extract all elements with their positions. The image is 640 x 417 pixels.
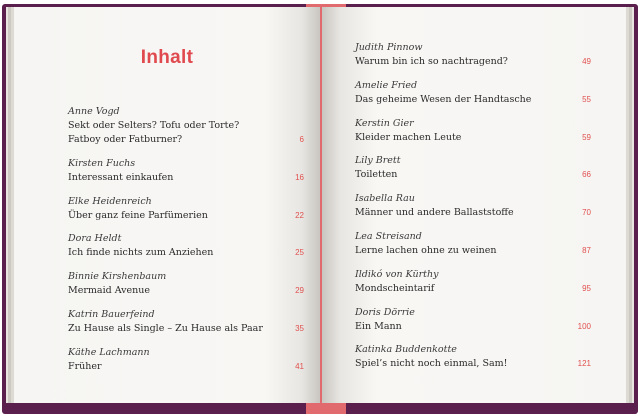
toc-entry (68, 105, 304, 147)
toc-author: Käthe Lachmann (68, 347, 150, 358)
toc-chapter-title: Über ganz feine Parfümerien (68, 210, 208, 221)
toc-entry (355, 268, 591, 296)
toc-chapter-title: Lerne lachen ohne zu weinen (355, 245, 497, 256)
toc-chapter-title: Mermaid Avenue (68, 285, 151, 296)
toc-entry (355, 154, 591, 182)
toc-page-number: 87 (582, 246, 591, 255)
toc-entry (355, 41, 591, 69)
toc-page-number: 55 (582, 95, 591, 104)
toc-entry (68, 195, 304, 223)
toc-author: Katinka Buddenkotte (355, 344, 457, 355)
toc-author: Dora Heldt (68, 233, 122, 244)
toc-page-number: 95 (582, 284, 591, 293)
toc-entry (68, 157, 304, 185)
toc-author: Judith Pinnow (355, 42, 423, 53)
toc-chapter-title: Früher (68, 361, 102, 372)
toc-chapter-title: Männer und andere Ballaststoffe (355, 207, 514, 218)
toc-chapter-title: Warum bin ich so nachtragend? (355, 56, 508, 67)
toc-page-number: 6 (299, 135, 304, 144)
toc-author: Isabella Rau (355, 193, 415, 204)
toc-page-number: 49 (582, 57, 591, 66)
toc-page-number: 25 (295, 248, 304, 257)
toc-author: Lea Streisand (355, 231, 422, 242)
toc-title: Inhalt (140, 47, 194, 68)
toc-chapter-title: Spiel’s nicht noch einmal, Sam! (355, 358, 508, 369)
toc-entry (68, 346, 304, 374)
toc-entry (355, 230, 591, 258)
toc-entry (355, 192, 591, 220)
toc-entry (68, 232, 304, 260)
toc-chapter-title: Zu Hause als Single – Zu Hause als Paar (68, 323, 263, 334)
toc-chapter-title: Ein Mann (355, 321, 402, 332)
toc-chapter-title: Mondscheintarif (355, 283, 435, 294)
right-page (322, 7, 626, 403)
toc-entry (355, 79, 591, 107)
toc-page-number: 121 (577, 359, 591, 368)
toc-page-number: 22 (295, 211, 304, 220)
toc-author: Doris Dörrie (355, 307, 415, 318)
toc-entry (355, 343, 591, 371)
toc-chapter-title: Kleider machen Leute (355, 132, 462, 143)
toc-author: Anne Vogd (68, 106, 120, 117)
toc-chapter-title: Fatboy oder Fatburner? (68, 134, 183, 145)
toc-author: Katrin Bauerfeind (68, 309, 155, 320)
toc-entry (355, 306, 591, 334)
toc-page-number: 100 (577, 322, 591, 331)
toc-author: Elke Heidenreich (68, 196, 152, 207)
toc-chapter-title: Das geheime Wesen der Handtasche (355, 94, 532, 105)
toc-page-number: 41 (295, 362, 304, 371)
toc-author: Amelie Fried (355, 80, 418, 91)
toc-author: Lily Brett (355, 155, 401, 166)
toc-page-number: 66 (582, 170, 591, 179)
toc-author: Binnie Kirshenbaum (68, 271, 167, 282)
toc-author: Ildikó von Kürthy (355, 269, 439, 280)
toc-entry (355, 117, 591, 145)
toc-entry (68, 308, 304, 336)
toc-chapter-title: Sekt oder Selters? Tofu oder Torte? (68, 120, 240, 131)
toc-chapter-title: Ich finde nichts zum Anziehen (68, 247, 214, 258)
toc-page-number: 59 (582, 133, 591, 142)
toc-page-number: 29 (295, 286, 304, 295)
toc-author: Kerstin Gier (355, 118, 414, 129)
toc-chapter-title: Interessant einkaufen (68, 172, 174, 183)
toc-chapter-title: Toiletten (355, 169, 398, 180)
toc-page-number: 70 (582, 208, 591, 217)
toc-entry (68, 270, 304, 298)
left-page (14, 7, 320, 403)
toc-page-number: 35 (295, 324, 304, 333)
toc-page-number: 16 (295, 173, 304, 182)
toc-author: Kirsten Fuchs (68, 158, 136, 169)
